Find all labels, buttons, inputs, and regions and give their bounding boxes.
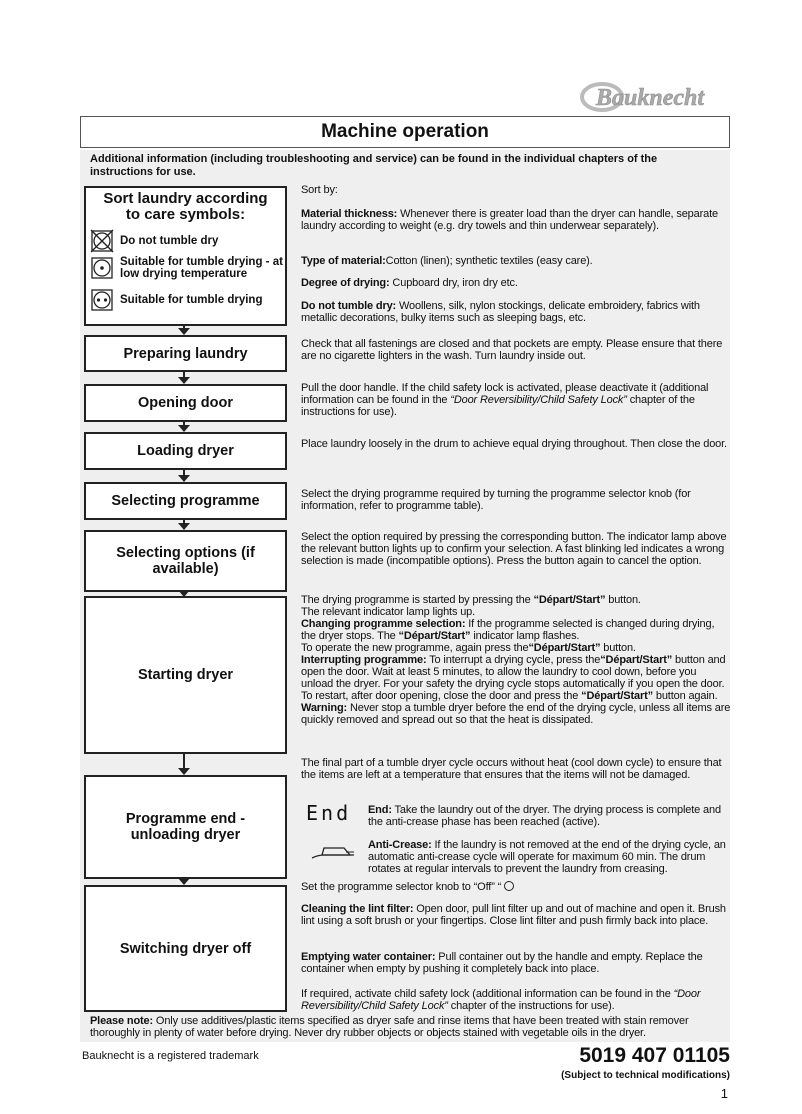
lint-filter-text: [301, 903, 731, 927]
intro-text: Additional information (including troubleshooting and service) can be found in the individual chapters of the instructions for use.: [90, 153, 658, 178]
step-programme-end: [84, 775, 287, 879]
step-label: Sort laundry according to care symbols:: [103, 190, 268, 223]
care-symbol-item: [90, 256, 285, 280]
text: Never stop a tumble dryer before the end of the drying cycle, unless all items are quickly removed and spread out so that the heat is dissipated.: [301, 702, 731, 726]
step-label: Loading dryer: [137, 443, 234, 459]
step-selecting-options: [84, 530, 287, 592]
text: chapter of the instructions for use).: [447, 1000, 615, 1012]
loading-text: Place laundry loosely in the drum to achieve equal drying throughout. Then close the door.: [301, 438, 727, 450]
text: Open door, pull lint filter up and out of machine and open it. Brush lint using a soft brush or your fingertips. Close lint filter and push firmly back into place.: [301, 903, 726, 927]
text: The relevant indicator lamp lights up.: [301, 606, 476, 618]
text: To interrupt a drying cycle, press the: [426, 654, 601, 666]
label: Do not tumble dry:: [301, 300, 397, 312]
start-button-ref: “Départ/Start”: [581, 690, 653, 702]
label: Warning:: [301, 702, 348, 714]
preparing-text: Check that all fastenings are closed and that pockets are empty. Please ensure that there are no cigarette lighters in the wash. Turn laundry inside out.: [301, 338, 723, 362]
tumble-dry-icon: [90, 288, 114, 312]
text: Woollens, silk, nylon stockings, delicate embroidery, fabrics with metallic decorations, bulky items such as sleeping bags, etc.: [301, 300, 700, 324]
step-sort-laundry: [84, 186, 287, 326]
label: Degree of drying:: [301, 277, 390, 289]
step-label: Selecting programme: [111, 493, 260, 509]
flow-arrow-icon: [183, 590, 185, 591]
label: Material thickness:: [301, 208, 398, 220]
step-selecting-programme: [84, 482, 287, 520]
subject-note: (Subject to technical modifications): [561, 1070, 730, 1081]
svg-text:Bauknecht: Bauknecht: [596, 85, 705, 111]
text: Only use additives/plastic items specified as dryer safe and rinse items that have been treated with stain remover thoroughly in plenty of water before drying. Never dry rubber objects or objects stained with vegetable oils in the dryer.: [90, 1015, 689, 1039]
cooldown-text: The final part of a tumble dryer cycle occurs without heat (cool down cycle) to ensure that the items are left at a temperature that ensures that the items will not be damaged.: [301, 757, 722, 781]
end-display-icon: End: [306, 801, 352, 825]
label: Emptying water container:: [301, 951, 436, 963]
label: Please note:: [90, 1015, 154, 1027]
please-note: [90, 1015, 730, 1039]
text: button.: [605, 594, 641, 606]
child-lock-text: [301, 988, 731, 1012]
knob-off-text: [301, 881, 731, 893]
text: button again.: [652, 690, 718, 702]
step-label: Switching dryer off: [119, 940, 252, 957]
text: chapter of the instructions for use).: [301, 394, 695, 418]
label: Cleaning the lint filter:: [301, 903, 414, 915]
opening-text: [301, 382, 731, 418]
label: End:: [368, 804, 392, 816]
flow-arrow-icon: [183, 420, 185, 426]
text: button.: [600, 642, 636, 654]
text: Pull container out by the handle and empty. Replace the container when empty by pushing it completely back into place.: [301, 951, 703, 975]
step-label: Programme end - unloading dryer: [125, 811, 246, 843]
sort-degree: [301, 277, 731, 289]
step-label: Selecting options (if available): [116, 545, 255, 577]
text: Take the laundry out of the dryer. The drying process is complete and the anti-crease phase has been reached (active).: [368, 804, 721, 828]
sort-type: [301, 255, 731, 267]
sort-heading: Sort by:: [301, 184, 338, 196]
care-symbol-item: [90, 229, 285, 253]
text: Whenever there is greater load than the dryer can handle, separate laundry according to weight (e.g. dry towels and thin underwear separately).: [301, 208, 718, 232]
flow-arrow-icon: [183, 370, 185, 378]
sort-material: [301, 208, 731, 232]
step-loading-dryer: [84, 432, 287, 470]
care-symbol-label: Suitable for tumble drying: [120, 294, 263, 306]
flow-arrow-icon: [183, 877, 185, 879]
step-preparing-laundry: [84, 335, 287, 372]
do-not-tumble-dry-icon: [90, 229, 114, 253]
start-button-ref: “Départ/Start”: [398, 630, 471, 642]
options-text: Select the option required by pressing the corresponding button. The indicator lamp above the relevant button lights up to confirm your selection. A fast blinking led indicates a wrong selection is made (incompatible options). Press the button again to cancel the option.: [301, 531, 727, 567]
chapter-reference: “Door Reversibility/Child Safety Lock”: [301, 988, 701, 1012]
text: Pull the door handle. If the child safety lock is activated, please deactivate it (additional information can be found in the: [301, 382, 709, 406]
tumble-dry-low-icon: [90, 256, 114, 280]
flow-arrow-icon: [183, 518, 185, 524]
text: To operate the new programme, again press the: [301, 642, 529, 654]
care-symbol-label: Suitable for tumble drying - at low drying temperature: [120, 256, 283, 280]
text: The drying programme is started by pressing the: [301, 594, 534, 606]
page-title: Machine operation: [80, 116, 730, 148]
step-switching-off: [84, 885, 287, 1012]
anticrease-text: [368, 839, 732, 875]
selecting-programme-text: Select the drying programme required by turning the programme selector knob (for information, refer to programme table).: [301, 488, 691, 512]
label: Changing programme selection:: [301, 618, 466, 630]
start-button-ref: “Départ/Start”: [533, 594, 606, 606]
document-code: 5019 407 01105: [579, 1044, 730, 1067]
off-circle-icon: [504, 881, 514, 891]
flow-arrow-icon: [183, 324, 185, 329]
flow-arrow-icon: [183, 752, 185, 769]
text: Cotton (linen); synthetic textiles (easy care).: [385, 255, 593, 267]
care-symbol-item: [90, 288, 285, 312]
step-label: Opening door: [137, 395, 234, 411]
step-label: Starting dryer: [137, 667, 234, 683]
label: Interrupting programme:: [301, 654, 427, 666]
bauknecht-logo: [578, 78, 730, 112]
step-starting-dryer: [84, 596, 287, 754]
end-text: [368, 804, 732, 828]
label: Anti-Crease:: [368, 839, 432, 851]
page-number: 1: [720, 1086, 728, 1101]
text: Cupboard dry, iron dry etc.: [389, 277, 518, 289]
text: If required, activate child safety lock (additional information can be found in the: [301, 988, 674, 1000]
start-button-ref: “Départ/Start”: [528, 642, 601, 654]
water-container-text: [301, 951, 731, 975]
chapter-reference: “Door Reversibility/Child Safety Lock”: [450, 394, 627, 406]
flow-arrow-icon: [183, 468, 185, 476]
text: If the programme selected is changed during drying, the dryer stops. The: [301, 618, 715, 642]
starting-text: [301, 594, 731, 726]
text: Set the programme selector knob to “Off” “: [301, 881, 502, 893]
step-label: Preparing laundry: [123, 345, 248, 362]
text: indicator lamp flashes.: [470, 630, 580, 642]
start-button-ref: “Départ/Start”: [600, 654, 673, 666]
sort-do-not: [301, 300, 731, 324]
step-opening-door: [84, 384, 287, 422]
text: If the laundry is not removed at the end of the drying cycle, an automatic anti-crease cycle will operate for maximum 60 min. The drum rotates at regular intervals to prevent the laundry from creasing.: [368, 839, 726, 875]
label: Type of material:: [301, 255, 386, 267]
iron-icon: [310, 840, 360, 862]
trademark-text: Bauknecht is a registered trademark: [82, 1050, 259, 1062]
care-symbol-label: Do not tumble dry: [120, 235, 219, 247]
text: button and open the door. Wait at least 5 minutes, to allow the laundry to cool down, before you unload the dryer. For your safety the drying cycle stops automatically if you open the door. To restart, after door opening, close the door and press the: [301, 654, 726, 702]
